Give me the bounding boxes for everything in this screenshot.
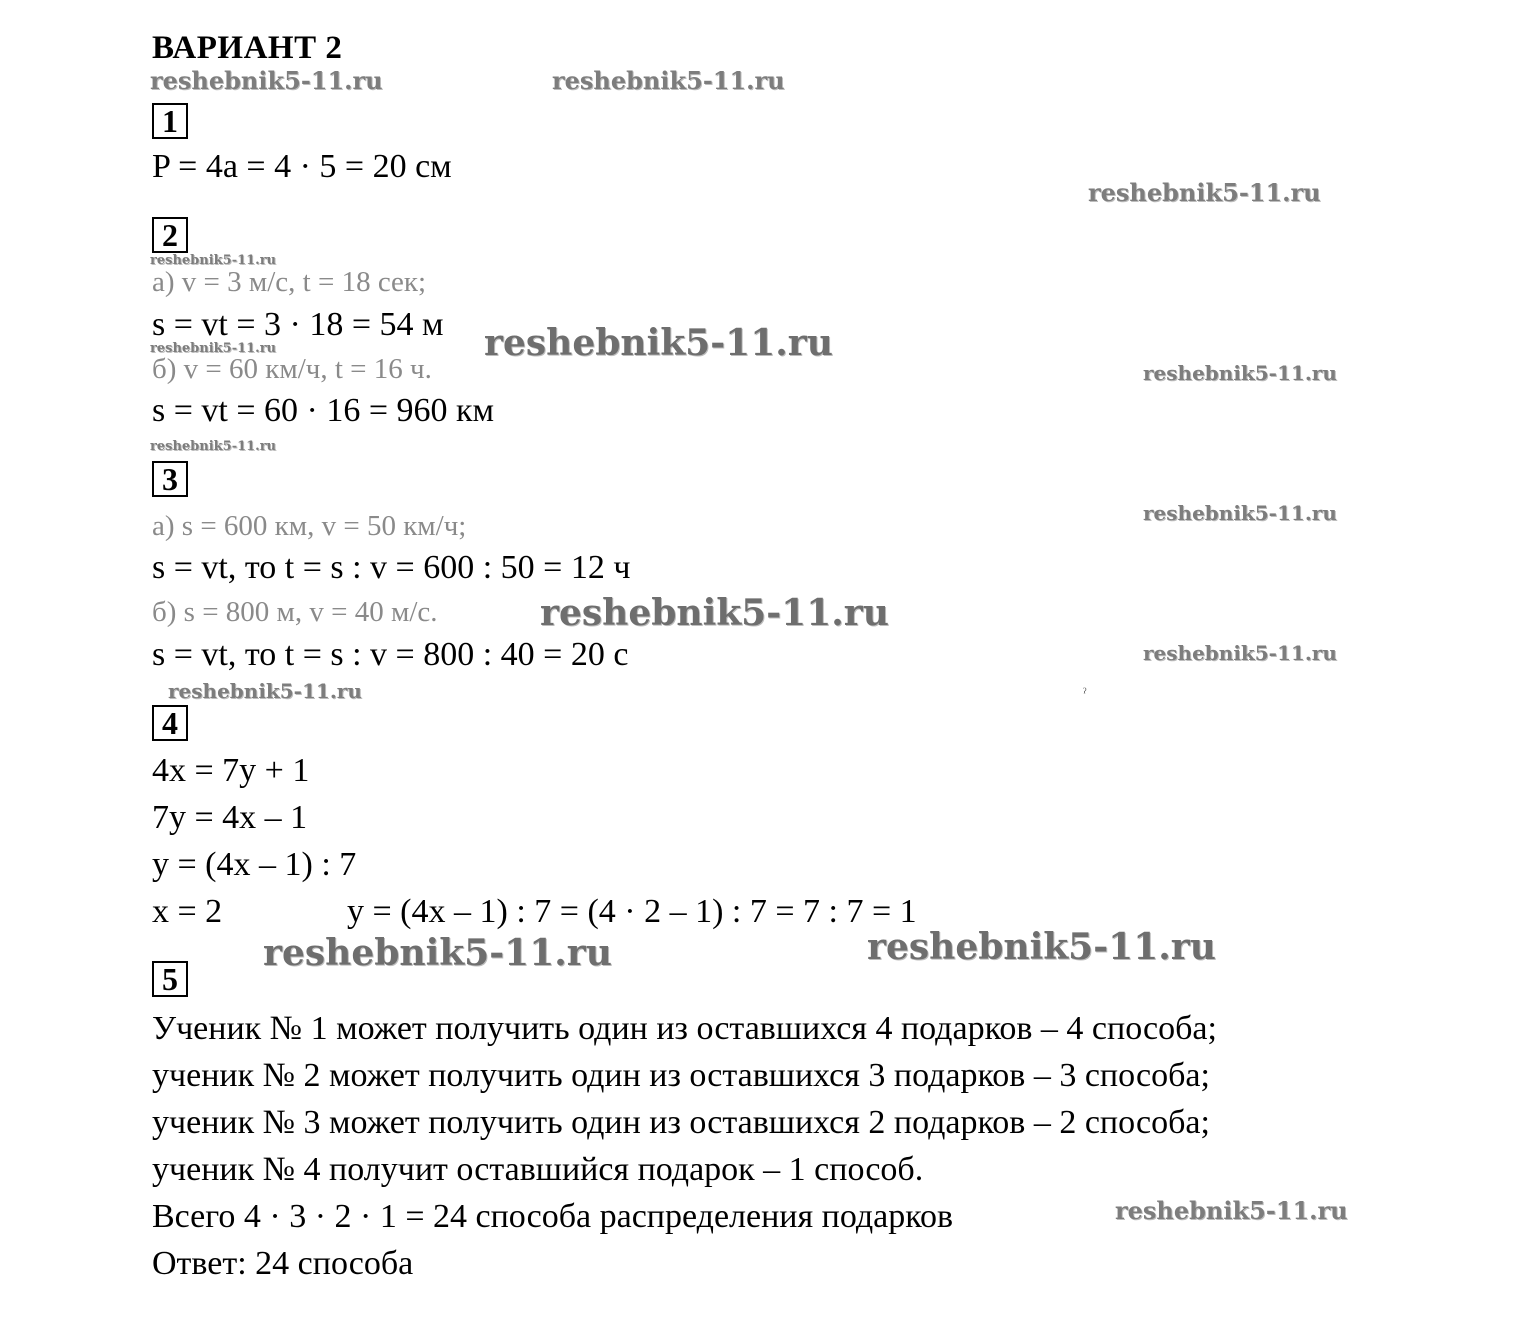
watermark: reshebnik5-11.ru (1115, 1196, 1348, 1225)
task4-line-2: 7y = 4x – 1 (152, 799, 308, 836)
task5-line-1: Ученик № 1 может получить один из оставшихся 4 подарков – 4 способа; (152, 1010, 1217, 1047)
watermark: reshebnik5-11.ru (552, 66, 785, 95)
task1-line-1: P = 4a = 4 · 5 = 20 см (152, 148, 452, 185)
watermark: reshebnik5-11.ru (150, 341, 277, 356)
task3-solution-b: s = vt, то t = s : v = 800 : 40 = 20 с (152, 636, 629, 673)
task-number-1: 1 (152, 103, 188, 139)
task5-line-3: ученик № 3 может получить один из оставшихся 2 подарков – 2 способа; (152, 1104, 1210, 1141)
task4-line-1: 4x = 7y + 1 (152, 752, 310, 789)
watermark: reshebnik5-11.ru (150, 66, 383, 95)
watermark: reshebnik5-11.ru (150, 439, 277, 454)
task5-line-5: Всего 4 · 3 · 2 · 1 = 24 способа распределения подарков (152, 1198, 954, 1235)
task3-condition-a: а) s = 600 км, v = 50 км/ч; (152, 510, 467, 542)
task2-solution-b: s = vt = 60 · 16 = 960 км (152, 392, 495, 429)
task3-condition-b: б) s = 800 м, v = 40 м/с. (152, 596, 438, 628)
watermark: reshebnik5-11.ru (867, 926, 1216, 968)
watermark: reshebnik5-11.ru (263, 932, 612, 974)
task-number-5: 5 (152, 961, 188, 997)
task4-line-4: x = 2 (152, 893, 223, 930)
task4-line-3: y = (4x – 1) : 7 (152, 846, 357, 883)
task3-solution-a: s = vt, то t = s : v = 600 : 50 = 12 ч (152, 549, 631, 586)
task-number-4: 4 (152, 705, 188, 741)
task-number-2: 2 (152, 217, 188, 253)
task5-line-4: ученик № 4 получит оставшийся подарок – 1 способ. (152, 1151, 924, 1188)
watermark: reshebnik5-11.ru (1143, 641, 1337, 665)
task2-solution-a: s = vt = 3 · 18 = 54 м (152, 306, 444, 343)
watermark: reshebnik5-11.ru (168, 679, 362, 703)
task-number-3: 3 (152, 461, 188, 497)
watermark: reshebnik5-11.ru (540, 592, 889, 634)
watermark: reshebnik5-11.ru (484, 322, 833, 364)
watermark: reshebnik5-11.ru (1143, 501, 1337, 525)
watermark: reshebnik5-11.ru (1088, 178, 1321, 207)
stray-mark: ˀ (1083, 686, 1087, 701)
watermark: reshebnik5-11.ru (1143, 361, 1337, 385)
task2-condition-b: б) v = 60 км/ч, t = 16 ч. (152, 353, 432, 385)
watermark: reshebnik5-11.ru (150, 253, 277, 268)
page-title: ВАРИАНТ 2 (152, 30, 343, 66)
task4-line-5: y = (4x – 1) : 7 = (4 · 2 – 1) : 7 = 7 : 7 = 1 (347, 893, 917, 930)
task2-condition-a: а) v = 3 м/с, t = 18 сек; (152, 266, 427, 298)
task5-line-2: ученик № 2 может получить один из оставшихся 3 подарков – 3 способа; (152, 1057, 1210, 1094)
task5-answer: Ответ: 24 способа (152, 1245, 414, 1282)
